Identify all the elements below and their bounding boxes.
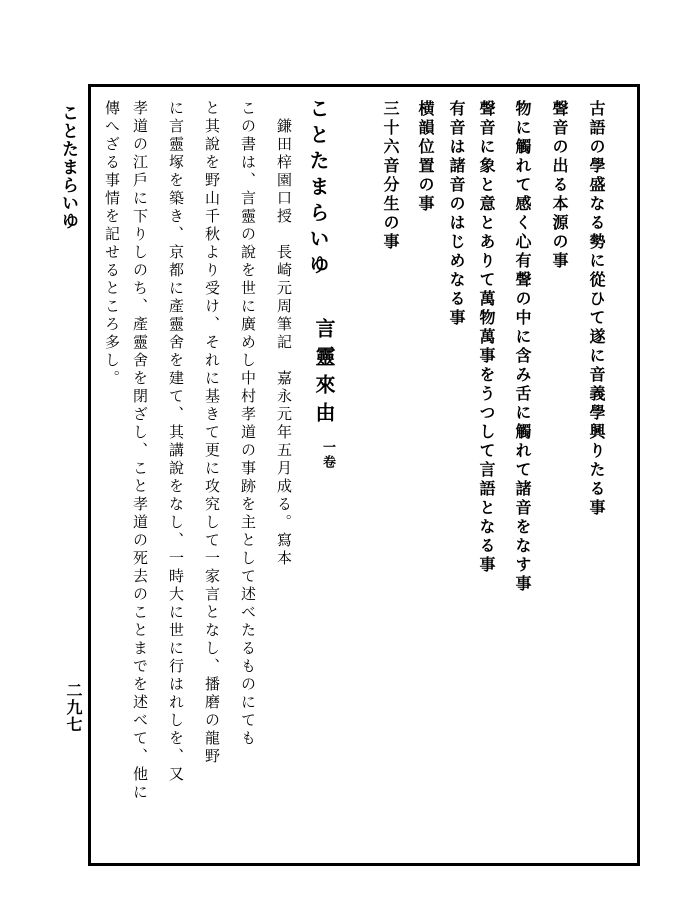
body-line: と其說を野山千秋より受け、それに基きて更に攻究して一家言となし、播磨の龍野: [203, 100, 221, 766]
running-header: ことたまらいゆ: [58, 104, 78, 230]
body-line: に言靈塚を築き、京都に產靈舍を建て、其講說をなし、一時大に世に行はれしを、又: [167, 100, 185, 784]
toc-line: 横韻位置の事: [416, 100, 435, 214]
toc-line: 物に觸れて感く心有聲の中に含み舌に觸れて諸音をなす事: [513, 100, 532, 594]
author-line: 鎌田梓園口授 長崎元周筆記 嘉永元年五月成る。寫本: [275, 118, 293, 568]
page-number: 二九七: [64, 682, 83, 733]
book-volume: 一卷: [320, 440, 335, 470]
body-line: この書は、言靈の說を世に廣めし中村孝道の事跡を主として述べたるものにても: [239, 100, 257, 748]
body-line: 孝道の江戶に下りしのち、產靈舍を閉ざし、こと孝道の死去のことまでを述べて、他に: [131, 100, 149, 802]
book-title-kana: ことたまらいゆ: [306, 98, 330, 280]
toc-line: 古語の學盛なる勢に從ひて遂に音義學興りたる事: [587, 100, 606, 518]
toc-line: 有音は諸音のはじめなる事: [447, 100, 466, 328]
body-line: 傳へざる事情を記せるところ多し。: [103, 100, 121, 388]
toc-line: 聲音に象と意とありて萬物萬事をうつして言語となる事: [477, 100, 496, 575]
toc-line: 聲音の出る本源の事: [550, 100, 569, 271]
toc-line: 三十六音分生の事: [381, 100, 400, 252]
book-title: 言靈來由: [312, 318, 336, 430]
